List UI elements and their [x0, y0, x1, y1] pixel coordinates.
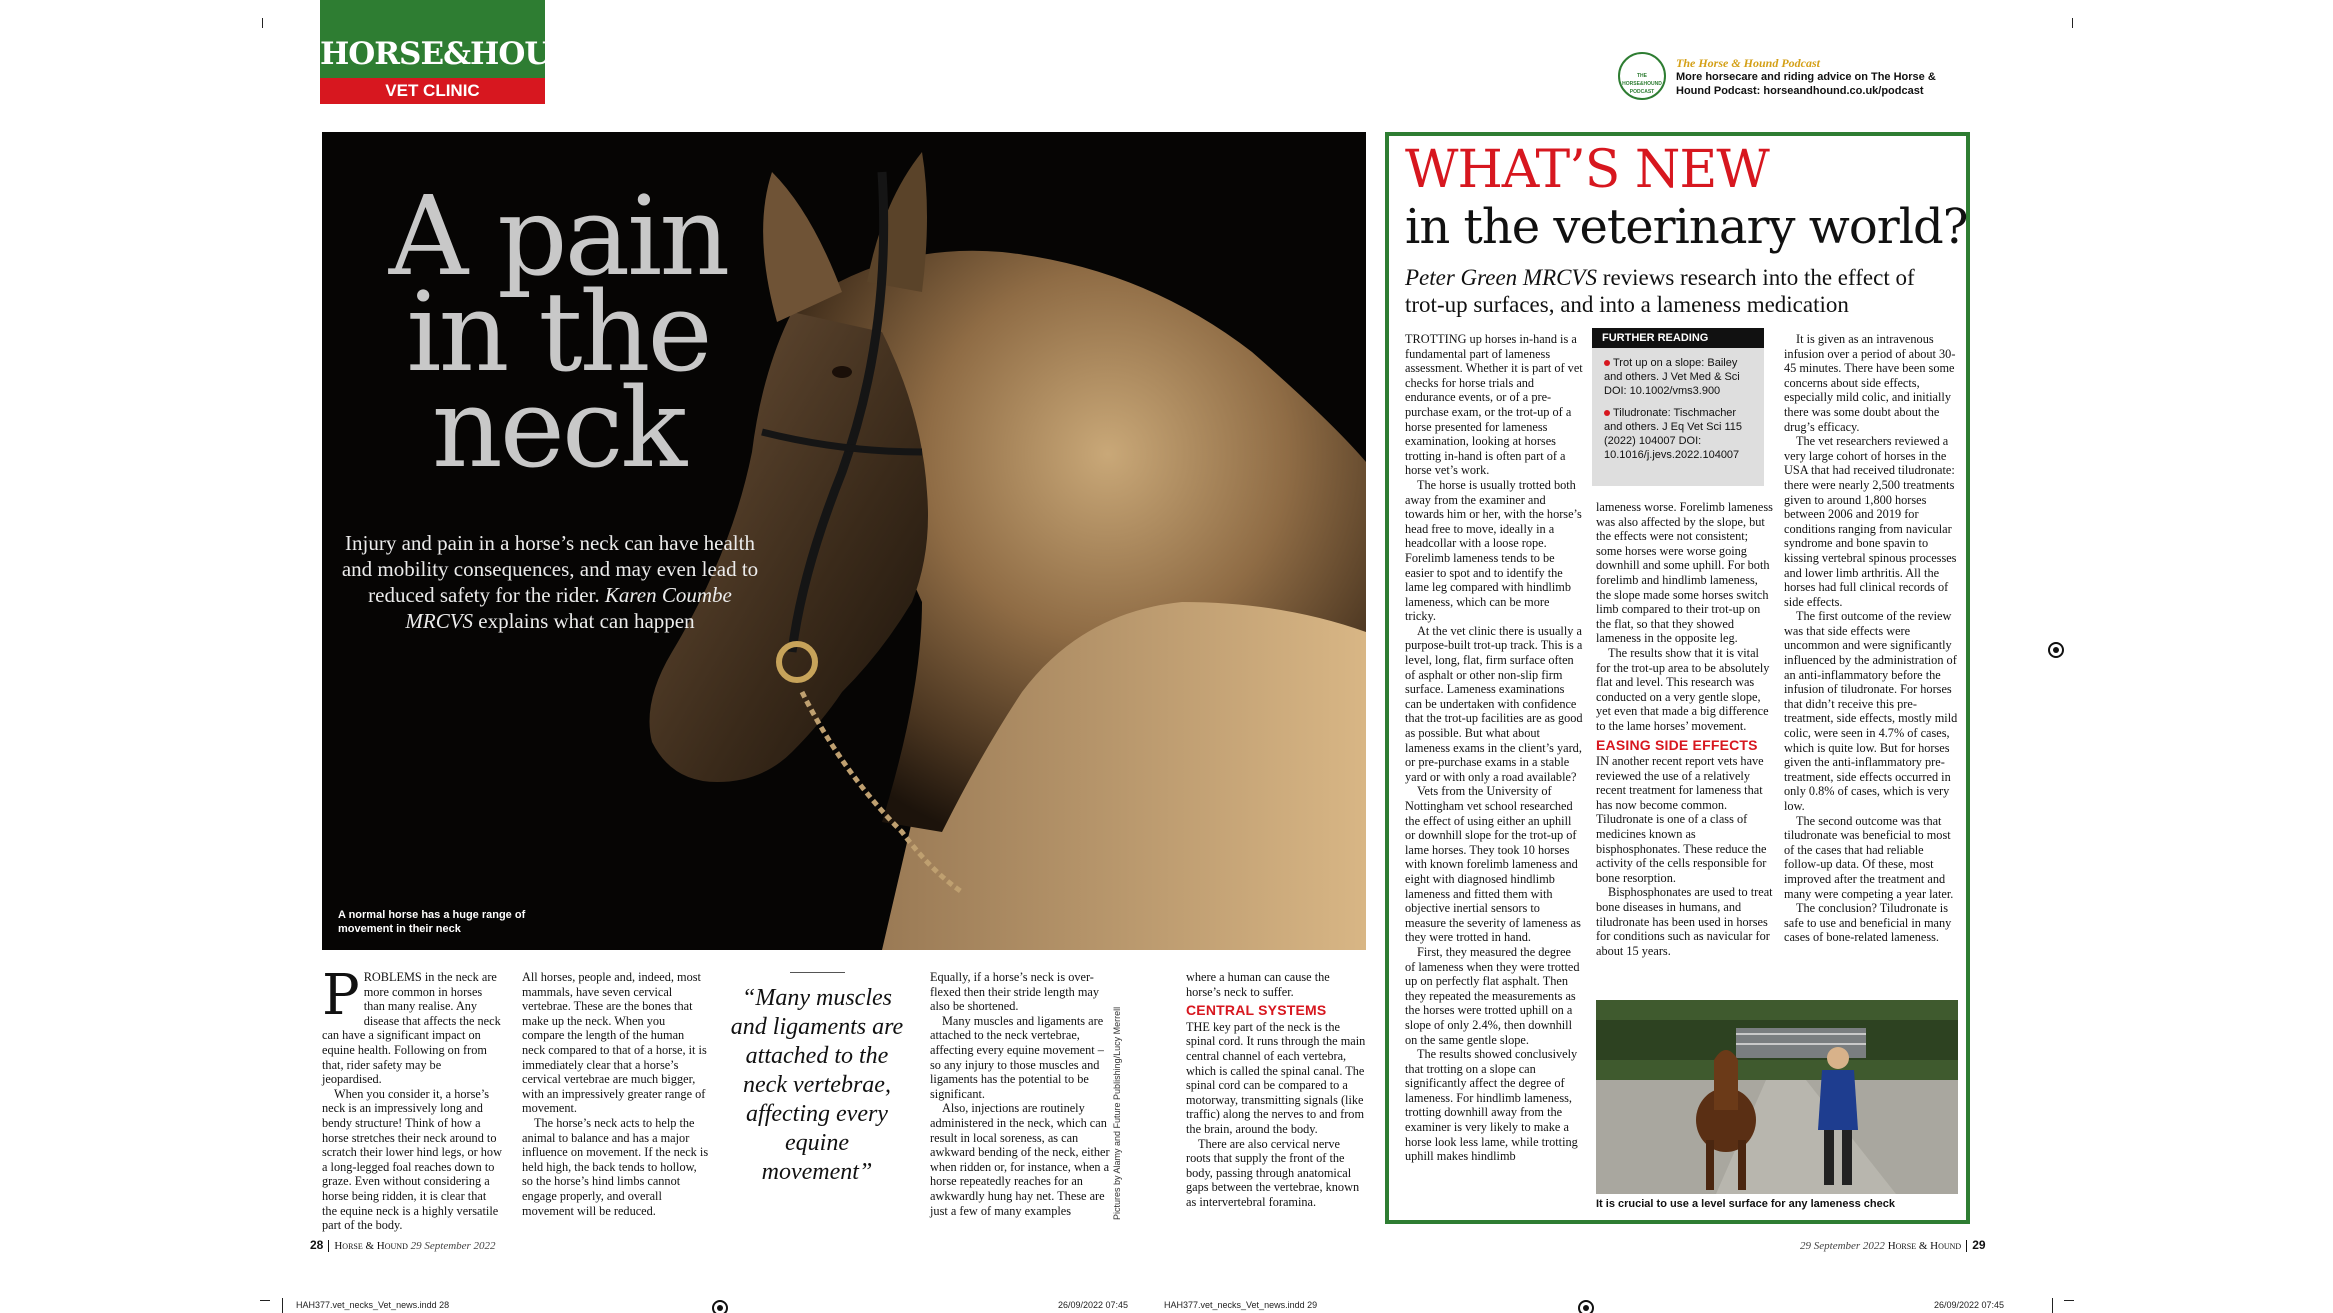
bullet-icon: [1604, 360, 1610, 366]
further-reading-box: [1592, 328, 1764, 486]
crop-mark: [2052, 1298, 2053, 1313]
trot-up-photo: [1596, 1000, 1958, 1194]
slug-left-file: HAH377.vet_necks_Vet_news.indd 28: [296, 1300, 450, 1310]
masthead-logo: HORSE&HOUND: [320, 36, 604, 72]
drop-cap: P: [322, 963, 360, 1028]
paragraph: There are also cervical nerve roots that supply the front of the body, passing through anatomical gaps between the vertebrae, known as intervertebral foramina.: [1186, 1136, 1360, 1209]
right-column-3: [1784, 332, 1960, 945]
folio-right: [1800, 1238, 1986, 1252]
masthead: [320, 0, 604, 104]
crop-mark: [262, 18, 263, 28]
paragraph: Equally, if a horse’s neck is over-flexed then their stride length may also be shortened.: [930, 970, 1100, 1014]
right-standfirst: [1405, 264, 1945, 318]
article-title-line: A pain: [388, 172, 728, 300]
paragraph: IN another recent report vets have reviewed the use of a relatively recent treatment for lameness that has now become common. Tiludronate is one of a class of medicines known as bisphosphonates. These reduce the activity of the cells responsible for bone resorption.: [1596, 754, 1767, 885]
photo-credit-text: Pictures by Alamy and Future Publishing/Lucy Merrell: [1112, 1006, 1122, 1220]
crop-mark: [2064, 1300, 2074, 1301]
trot-up-photo-caption: It is crucial to use a level surface for any lameness check: [1596, 1198, 1895, 1210]
slug-right-time: 26/09/2022 07:45: [1934, 1300, 2005, 1310]
body-column-2: [522, 970, 710, 1218]
pull-quote: “Many muscles and ligaments are attached to the neck vertebrae, affecting every equine movement”: [730, 985, 904, 1185]
section-label: VET CLINIC: [320, 78, 545, 104]
right-byline: Peter Green MRCVS: [1405, 265, 1598, 290]
headline-black: in the veterinary world?: [1405, 199, 1968, 255]
article-title: [358, 172, 758, 492]
paragraph: Also, injections are routinely administered in the neck, which can result in local soreness, as can awkward bending of the neck, either when ridden or, for instance, when a horse repeatedly reaches for an awkwardly hung hay net. These are just a few of many examples: [930, 1101, 1110, 1218]
paragraph: All horses, people and, indeed, most mammals, have seven cervical vertebrae. These are the bones that make up the neck. When you compare the length of the human neck compared to that of a horse, it is immediately clear that a horse’s cervical vertebrae are much bigger, with an impressively greater range of movement.: [522, 970, 707, 1116]
article-title-line: neck: [431, 364, 685, 492]
registration-mark-icon: [2048, 642, 2064, 658]
body-column-3: [930, 970, 1110, 1218]
standfirst-text: Injury and pain in a horse’s neck can have health and mobility consequences, and may even lead to reduced safety for the rider.: [341, 531, 759, 607]
podcast-badge-icon: THE HORSE&HOUND PODCAST: [1618, 52, 1666, 100]
further-reading-text: Tiludronate: Tischmacher and others. J Eq Vet Sci 115 (2022) 104007 DOI: 10.1016/j.jevs.2022.104007: [1604, 407, 1742, 461]
paragraph: First, they measured the degree of lameness when they were trotted up on perfectly flat asphalt. Then they repeated the measurements as the horses were trotted uphill on a slope of only 2.4%, then downhill on the same gentle slope.: [1405, 944, 1580, 1047]
folio-date: 29 September 2022: [410, 1240, 496, 1252]
paragraph: where a human can cause the horse’s neck to suffer.: [1186, 970, 1330, 999]
article-standfirst: [340, 530, 760, 634]
paragraph: Bisphosphonates are used to treat bone diseases in humans, and tiludronate has been used in horses for conditions such as navicular for about 15 years.: [1596, 885, 1773, 958]
page-number: 28: [310, 1238, 324, 1252]
paragraph: The first outcome of the review was that side effects were uncommon and were significantly influenced by the administration of an anti-inflammatory before the infusion of tiludronate. For horses that didn’t receive this pre-treatment, side effects, mostly mild colic, were seen in 4.7% of cases, which is quite low. But for horses given the anti-inflammatory pre-treatment, side effects occurred in only 0.8% of cases, which is very low.: [1784, 609, 1958, 813]
paragraph: ROBLEMS in the neck are more common in horses than many realise. Any disease that affects the neck can have a significant impact on equine health. Following on from that, rider safety may be jeopardised.: [322, 970, 501, 1087]
body-column-1: [322, 963, 502, 1233]
registration-mark-icon: [712, 1300, 728, 1313]
podcast-title: The Horse & Hound Podcast: [1676, 56, 1821, 70]
paragraph: The horse’s neck acts to help the animal to balance and has a major influence on movement. If the neck is held high, the back tends to hollow, so the horse’s hind limbs cannot engage properly, and overall movement will be reduced.: [522, 1115, 709, 1218]
folio-left: [310, 1238, 496, 1252]
paragraph: Vets from the University of Nottingham vet school researched the effect of using either an uphill or downhill slope for the trot-up of lame horses. They took 10 horses with known forelimb lameness and eight with diagnosed hindlimb lameness and fitted them with objective inertial sensors to measure the severity of lameness as they were trotted in hand.: [1405, 784, 1581, 945]
page-number: 29: [1972, 1238, 1986, 1252]
pull-quote-rule: [790, 972, 845, 973]
paragraph: At the vet clinic there is usually a purpose-built trot-up track. This is a level, long, flat, firm surface often of asphalt or other non-slip firm surface. Lameness examinations can be undertaken with confidence that the trot-up facilities are as good as possible. But what about lameness exams in the client’s yard, or pre-purchase exams in a stable yard or with only a road available?: [1405, 623, 1583, 784]
paragraph: lameness worse. Forelimb lameness was also affected by the slope, but the effects were not consistent; some horses were worse going downhill and some uphill. For both forelimb and hindlimb lameness, the slope made some horses switch limb compared to their trot-up on the flat, so that they showed lameness in the opposite leg.: [1596, 500, 1773, 646]
paragraph: THE key part of the neck is the spinal cord. It runs through the main central channel of each vertebra, which is called the spinal canal. The spinal cord can be compared to a motorway, transmitting signals (like traffic) along the nerves to and from the brain, around the body.: [1186, 1019, 1366, 1136]
right-standfirst-text: reviews research into the effect of trot-up surfaces, and into a lameness medication: [1405, 265, 1915, 317]
further-reading-item: [1592, 348, 1764, 398]
folio-brand: Horse & Hound: [334, 1240, 408, 1252]
further-reading-item: [1592, 398, 1764, 462]
folio-date: 29 September 2022: [1800, 1240, 1885, 1252]
right-column-2: [1596, 500, 1774, 958]
paragraph: When you consider it, a horse’s neck is an impressively long and bendy structure! Think of how a horse stretches their neck around to scratch their lower hind legs, or how a long-legged foal reaches down to graze. Even without considering a horse being ridden, it is clear that the equine neck is a highly versatile part of the body.: [322, 1086, 502, 1233]
paragraph: It is given as an intravenous infusion over a period of about 30-45 minutes. There have been some concerns about side effects, especially mild colic, and initially there was some doubt about the drug’s efficacy.: [1784, 332, 1956, 434]
folio-brand: Horse & Hound: [1887, 1240, 1962, 1252]
article-byline: Karen Coumbe MRCVS: [405, 583, 732, 633]
right-column-1: [1405, 332, 1583, 1164]
subheading: CENTRAL SYSTEMS: [1186, 1002, 1327, 1019]
registration-mark-icon: [1578, 1300, 1594, 1313]
podcast-promo: [1618, 52, 1958, 104]
podcast-text: More horsecare and riding advice on The Horse & Hound Podcast: horseandhound.co.uk/podcast: [1676, 71, 1936, 97]
paragraph: The horse is usually trotted both away from the examiner and towards him or her, with the horse’s head free to move, ideally in a headcollar with a loose rope. Forelimb lameness tends to be easier to spot and to identify the lame leg compared with hindlimb lameness, which can be more tricky.: [1405, 477, 1582, 624]
slug-right-file: HAH377.vet_necks_Vet_news.indd 29: [1164, 1300, 1318, 1310]
paragraph: The second outcome was that tiludronate was beneficial to most of the cases that had reliable follow-up data. Of these, most improved after the treatment and many were competing a year later.: [1784, 813, 1954, 901]
further-reading-text: Trot up on a slope: Bailey and others. J Vet Med & Sci DOI: 10.1002/vms3.900: [1604, 357, 1740, 397]
trot-up-photo-illustration: [1596, 1000, 1958, 1194]
paragraph: The results show that it is vital for the trot-up area to be absolutely flat and level. This research was conducted on a very gentle slope, yet even that made a big difference to the lame horses’ movement.: [1596, 645, 1770, 733]
slug-left-time: 26/09/2022 07:45: [1058, 1300, 1129, 1310]
body-column-4: [1186, 970, 1366, 1210]
crop-mark: [282, 1298, 283, 1313]
standfirst-end: explains what can happen: [478, 609, 695, 633]
headline-red: WHAT’S NEW: [1405, 140, 1769, 200]
paragraph: The conclusion? Tiludronate is safe to use and beneficial in many cases of bone-related lameness.: [1784, 901, 1952, 945]
photo-credit: [1112, 990, 1128, 1220]
paragraph: The vet researchers reviewed a very large cohort of horses in the USA that had received tiludronate: there were nearly 2,500 treatments given to around 1,800 horses between 2006 and 2019 for conditions ranging from navicular syndrome and bone spavin to kissing vertebral spinous processes and lower limb arthritis. All the horses had full clinical records of side effects.: [1784, 434, 1957, 609]
hero-photo-caption: A normal horse has a huge range of movement in their neck: [338, 909, 526, 935]
paragraph: The results showed conclusively that trotting on a slope can significantly affect the degree of lameness. For hindlimb lameness, trotting downhill away from the examiner is very likely to make a horse look less lame, while trotting uphill makes hindlimb: [1405, 1047, 1578, 1164]
paragraph: TROTTING up horses in-hand is a fundamental part of lameness assessment. Whether it is part of vet checks for horse trials and endurance events, or of a pre-purchase exam, or the trot-up of a horse presented for lameness examination, looking at horses trotting in-hand is often part of a horse vet’s work.: [1405, 332, 1583, 478]
crop-mark: [260, 1300, 270, 1301]
crop-mark: [2072, 18, 2073, 28]
paragraph: Many muscles and ligaments are attached to the neck vertebrae, affecting every equine movement – so any injury to those muscles and ligaments has the potential to be significant.: [930, 1013, 1104, 1101]
bullet-icon: [1604, 410, 1610, 416]
article-title-line: in the: [406, 268, 710, 396]
further-reading-heading: FURTHER READING: [1592, 328, 1764, 348]
subheading: EASING SIDE EFFECTS: [1596, 736, 1758, 753]
